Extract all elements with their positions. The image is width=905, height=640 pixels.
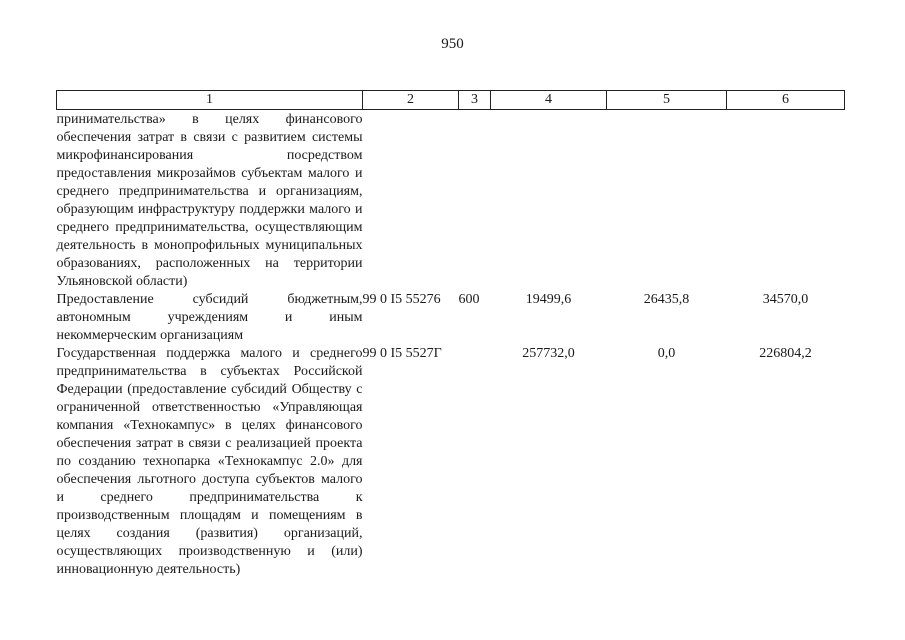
row-amount-year-3 — [727, 110, 845, 292]
row-amount-year-2: 0,0 — [657, 346, 676, 361]
row-expense-type: 600 — [458, 292, 480, 307]
row-code — [363, 110, 459, 292]
table-body — [57, 110, 845, 580]
row-description: Государственная поддержка малого и среднего предпринимательства в субъектах Российской Федерации (предоставление субсидий Обществу с ограниченной ответственностью «Управляющая компания «Технокампус» в целях финансового обеспечения затрат в связи с реализацией проекта по созданию технопарка «Технокампус 2.0» для обеспечения льготного доступа субъектов малого и среднего предпринимательства к производственным площадям и помещениям в целях создания (развития) организаций, осуществляющих производственную и (или) инновационную деятельность) — [56, 346, 363, 577]
header-col-2: 2 — [363, 91, 459, 110]
row-code: 99 0 I5 55276 — [362, 292, 441, 307]
row-description: принимательства» в целях финансового обеспечения затрат в связи с развитием системы микрофинансирования посредством предоставления микрозаймов субъектам малого и среднего предпринимательства и организациям, образующим инфраструктуру поддержки малого и среднего предпринимательства, осуществляющим деятельность в монопрофильных муниципальных образованиях, расположенных на территории Ульяновской области) — [56, 112, 363, 289]
table-row — [57, 110, 845, 292]
header-col-1: 1 — [57, 91, 363, 110]
header-col-6: 6 — [727, 91, 845, 110]
row-code: 99 0 I5 5527Г — [362, 346, 442, 361]
row-amount-year-2 — [607, 110, 727, 292]
row-amount-year-3: 226804,2 — [759, 346, 812, 361]
header-col-5: 5 — [607, 91, 727, 110]
table-row — [57, 345, 845, 579]
row-amount-year-2: 26435,8 — [643, 292, 690, 307]
table-header — [57, 91, 845, 110]
row-amount-year-1: 19499,6 — [525, 292, 572, 307]
table-row — [57, 291, 845, 345]
row-expense-type — [459, 345, 491, 579]
header-col-3: 3 — [459, 91, 491, 110]
row-expense-type — [459, 110, 491, 292]
page-number: 950 — [441, 36, 464, 52]
header-col-4: 4 — [491, 91, 607, 110]
row-amount-year-3: 34570,0 — [762, 292, 809, 307]
row-description: Предоставление субсидий бюджетным, автономным учреждениям и иным некоммерческим организациям — [56, 292, 363, 343]
row-amount-year-1: 257732,0 — [522, 346, 575, 361]
row-amount-year-1 — [491, 110, 607, 292]
budget-table — [56, 90, 845, 579]
header-row — [57, 91, 845, 110]
